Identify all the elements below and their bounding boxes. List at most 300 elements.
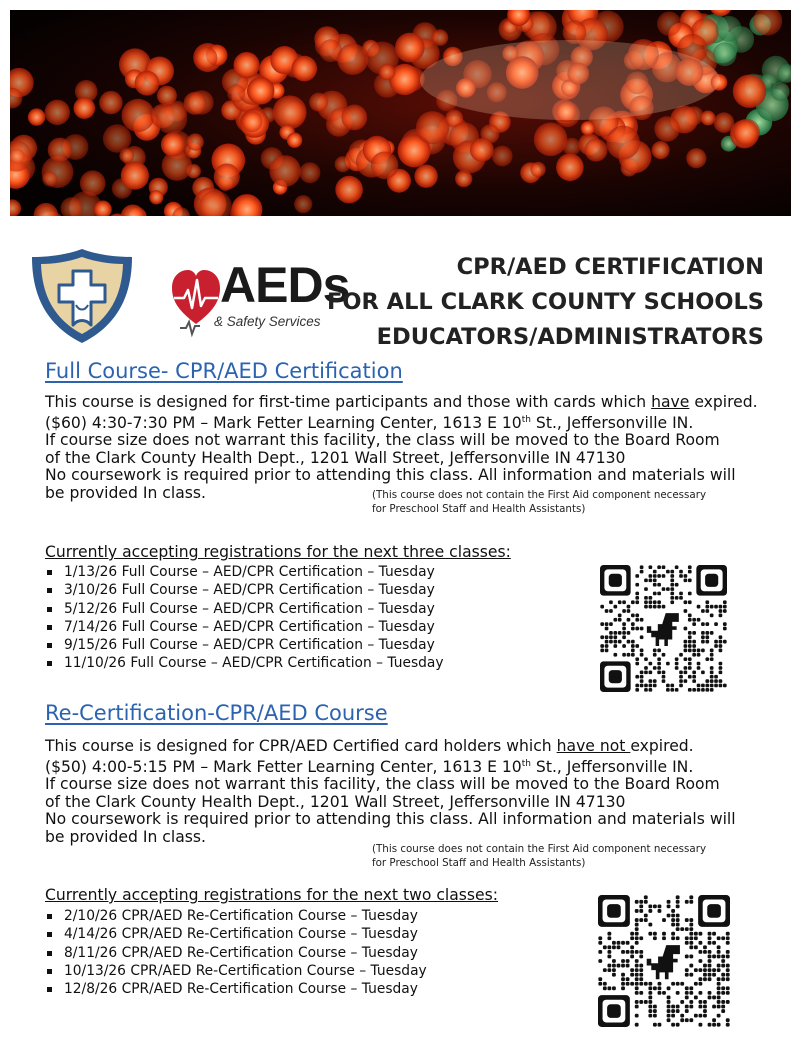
qr-module xyxy=(708,959,712,963)
qr-module xyxy=(635,950,639,954)
description-line xyxy=(45,412,785,433)
qr-module xyxy=(692,618,696,622)
qr-module xyxy=(662,936,666,940)
qr-module xyxy=(689,955,693,959)
qr-module xyxy=(658,909,662,913)
qr-module xyxy=(666,684,670,688)
qr-module xyxy=(694,982,698,986)
qr-module xyxy=(622,635,626,639)
qr-module xyxy=(685,927,689,931)
qr-module xyxy=(676,1009,680,1013)
qr-module xyxy=(719,605,723,609)
qr-module xyxy=(667,1014,671,1018)
qr-module xyxy=(612,973,616,977)
qr-module xyxy=(607,968,611,972)
bokeh-dot xyxy=(652,141,670,159)
description-text: ($50) 4:00-5:15 PM – Mark Fetter Learning Center, 1613 E 10 xyxy=(45,757,522,776)
qr-module xyxy=(712,1005,716,1009)
qr-module xyxy=(640,653,644,657)
qr-module xyxy=(675,666,679,670)
qr-module xyxy=(723,684,727,688)
qr-module xyxy=(692,640,696,644)
title-line: CPR/AED CERTIFICATION xyxy=(456,254,764,280)
qr-module xyxy=(721,964,725,968)
qr-module xyxy=(639,982,643,986)
qr-module xyxy=(721,1005,725,1009)
qr-module xyxy=(627,618,631,622)
qr-module xyxy=(640,649,644,653)
qr-module xyxy=(721,1009,725,1013)
qr-module xyxy=(653,600,657,604)
qr-module xyxy=(710,679,714,683)
qr-module xyxy=(653,653,657,657)
qr-module xyxy=(639,900,643,904)
qr-module xyxy=(653,605,657,609)
qr-module xyxy=(635,909,639,913)
qr-module xyxy=(644,895,648,899)
recert-course-class-list xyxy=(45,907,427,998)
qr-module xyxy=(679,675,683,679)
qr-module xyxy=(688,635,692,639)
qr-module xyxy=(676,895,680,899)
bokeh-dot xyxy=(122,99,155,132)
qr-finder-square xyxy=(607,904,621,918)
qr-module xyxy=(609,631,613,635)
qr-module xyxy=(717,964,721,968)
qr-module xyxy=(662,932,666,936)
qr-module xyxy=(671,1023,675,1027)
qr-module xyxy=(635,592,639,596)
qr-module xyxy=(671,936,675,940)
qr-module xyxy=(676,1023,680,1027)
description-text: ($60) 4:30-7:30 PM – Mark Fetter Learning Center, 1613 E 10 xyxy=(45,413,522,432)
qr-module xyxy=(600,649,604,653)
bokeh-dot xyxy=(119,148,134,163)
qr-module xyxy=(717,1000,721,1004)
qr-module xyxy=(621,964,625,968)
qr-module xyxy=(671,914,675,918)
bokeh-dot xyxy=(309,93,328,112)
qr-module xyxy=(705,640,709,644)
qr-module xyxy=(639,918,643,922)
qr-module xyxy=(622,600,626,604)
qr-module xyxy=(688,592,692,596)
qr-module xyxy=(635,614,639,618)
qr-module xyxy=(684,666,688,670)
description-line xyxy=(45,394,785,412)
qr-module xyxy=(714,684,718,688)
qr-module xyxy=(703,1014,707,1018)
qr-module xyxy=(626,941,630,945)
qr-module xyxy=(699,1000,703,1004)
qr-module xyxy=(719,670,723,674)
qr-module xyxy=(694,936,698,940)
recert-course-qr-code[interactable] xyxy=(598,895,730,1027)
qr-module xyxy=(699,950,703,954)
qr-module xyxy=(644,670,648,674)
qr-module xyxy=(662,679,666,683)
qr-module xyxy=(657,592,661,596)
qr-module xyxy=(703,950,707,954)
qr-module xyxy=(705,684,709,688)
qr-module xyxy=(701,622,705,626)
bokeh-dot xyxy=(299,162,320,183)
qr-module xyxy=(685,900,689,904)
qr-module xyxy=(670,574,674,578)
qr-module xyxy=(712,932,716,936)
qr-module xyxy=(670,578,674,582)
qr-module xyxy=(653,574,657,578)
qr-module xyxy=(688,614,692,618)
qr-module xyxy=(635,991,639,995)
qr-module xyxy=(639,936,643,940)
qr-module xyxy=(653,1014,657,1018)
full-course-qr-code[interactable] xyxy=(600,565,727,692)
bokeh-dot xyxy=(654,116,680,142)
bokeh-dot xyxy=(80,170,106,196)
qr-module xyxy=(726,932,730,936)
qr-module xyxy=(600,622,604,626)
qr-module xyxy=(657,657,661,661)
qr-module xyxy=(607,936,611,940)
bokeh-dot xyxy=(335,156,351,172)
shield-cross-logo xyxy=(26,245,138,345)
bokeh-lights-icon xyxy=(10,10,791,216)
qr-module xyxy=(670,583,674,587)
qr-module xyxy=(689,945,693,949)
qr-module xyxy=(692,688,696,692)
qr-module xyxy=(609,600,613,604)
qr-module xyxy=(717,968,721,972)
bokeh-dot xyxy=(156,103,188,135)
bokeh-dot xyxy=(416,111,449,144)
qr-module xyxy=(657,670,661,674)
qr-module xyxy=(657,583,661,587)
qr-module xyxy=(714,679,718,683)
qr-module xyxy=(712,941,716,945)
qr-module xyxy=(705,600,709,604)
qr-module xyxy=(684,627,688,631)
qr-module xyxy=(689,932,693,936)
qr-module xyxy=(719,649,723,653)
list-item: 8/11/26 CPR/AED Re-Certification Course – Tuesday xyxy=(45,944,427,962)
qr-module xyxy=(667,914,671,918)
qr-module xyxy=(689,964,693,968)
qr-module xyxy=(635,1005,639,1009)
qr-module xyxy=(630,982,634,986)
qr-module xyxy=(644,900,648,904)
qr-module xyxy=(635,968,639,972)
qr-module xyxy=(676,936,680,940)
qr-module xyxy=(627,631,631,635)
bokeh-dot xyxy=(341,105,367,131)
qr-module xyxy=(658,982,662,986)
qr-module xyxy=(708,936,712,940)
qr-module xyxy=(618,614,622,618)
qr-module xyxy=(712,968,716,972)
qr-module xyxy=(621,977,625,981)
qr-module xyxy=(621,959,625,963)
qr-module xyxy=(671,1005,675,1009)
qr-module xyxy=(723,600,727,604)
qr-module xyxy=(598,982,602,986)
qr-module xyxy=(662,605,666,609)
bokeh-dot xyxy=(149,190,163,204)
qr-module xyxy=(670,592,674,596)
qr-module xyxy=(653,578,657,582)
qr-module xyxy=(689,941,693,945)
qr-module xyxy=(710,605,714,609)
qr-module xyxy=(627,640,631,644)
description-line: If course size does not warrant this facility, the class will be moved to the Board Room xyxy=(45,775,720,794)
qr-module xyxy=(671,982,675,986)
bokeh-dot xyxy=(214,164,240,190)
qr-module xyxy=(705,688,709,692)
qr-module xyxy=(726,973,730,977)
qr-module xyxy=(692,649,696,653)
qr-module xyxy=(635,941,639,945)
qr-module xyxy=(697,662,701,666)
qr-module xyxy=(631,653,635,657)
qr-module xyxy=(675,657,679,661)
qr-module xyxy=(710,653,714,657)
bokeh-dot xyxy=(287,133,302,148)
full-course-note xyxy=(372,488,706,516)
qr-module xyxy=(685,936,689,940)
qr-module xyxy=(684,679,688,683)
qr-module xyxy=(719,609,723,613)
qr-module xyxy=(662,574,666,578)
qr-module xyxy=(657,605,661,609)
qr-module xyxy=(719,635,723,639)
qr-module xyxy=(644,684,648,688)
qr-module xyxy=(635,959,639,963)
qr-module xyxy=(676,1005,680,1009)
bokeh-dot xyxy=(337,44,368,75)
qr-module xyxy=(717,996,721,1000)
list-item: 9/15/26 Full Course – AED/CPR Certification – Tuesday xyxy=(45,636,444,654)
qr-module xyxy=(617,945,621,949)
qr-module xyxy=(689,991,693,995)
qr-module xyxy=(621,982,625,986)
bokeh-dot xyxy=(606,126,640,160)
qr-module xyxy=(653,679,657,683)
qr-module xyxy=(635,923,639,927)
qr-finder-square xyxy=(609,670,622,683)
qr-module xyxy=(649,684,653,688)
qr-module xyxy=(723,640,727,644)
qr-module xyxy=(635,982,639,986)
qr-module xyxy=(630,936,634,940)
qr-module xyxy=(635,1000,639,1004)
qr-module xyxy=(697,684,701,688)
qr-module xyxy=(640,635,644,639)
qr-module xyxy=(699,932,703,936)
bokeh-glow xyxy=(420,40,720,120)
qr-module xyxy=(653,932,657,936)
qr-module xyxy=(680,927,684,931)
qr-module xyxy=(689,986,693,990)
qr-module xyxy=(689,918,693,922)
list-item: 2/10/26 CPR/AED Re-Certification Course – Tuesday xyxy=(45,907,427,925)
qr-module xyxy=(605,622,609,626)
list-item: 11/10/26 Full Course – AED/CPR Certification – Tuesday xyxy=(45,654,444,672)
qr-module xyxy=(613,640,617,644)
qr-module xyxy=(685,941,689,945)
bokeh-dot xyxy=(161,133,185,157)
qr-module xyxy=(644,918,648,922)
qr-module xyxy=(658,1023,662,1027)
qr-module xyxy=(708,991,712,995)
bokeh-dot xyxy=(379,64,395,80)
qr-module xyxy=(726,1000,730,1004)
qr-module xyxy=(679,574,683,578)
qr-module xyxy=(662,565,666,569)
qr-module xyxy=(689,900,693,904)
bokeh-dot xyxy=(492,146,513,167)
qr-module xyxy=(701,640,705,644)
qr-module xyxy=(644,1000,648,1004)
qr-module xyxy=(653,583,657,587)
qr-module xyxy=(689,1000,693,1004)
qr-module xyxy=(649,605,653,609)
qr-module xyxy=(671,1014,675,1018)
qr-module xyxy=(708,996,712,1000)
qr-module xyxy=(635,973,639,977)
title-line: EDUCATORS/ADMINISTRATORS xyxy=(376,324,764,350)
qr-module xyxy=(685,1009,689,1013)
qr-module xyxy=(684,574,688,578)
qr-module xyxy=(631,614,635,618)
qr-module xyxy=(671,1009,675,1013)
bokeh-dot xyxy=(187,133,204,150)
qr-module xyxy=(670,684,674,688)
qr-module xyxy=(622,653,626,657)
qr-module xyxy=(697,688,701,692)
qr-module xyxy=(701,684,705,688)
bokeh-dot xyxy=(701,111,716,126)
qr-module xyxy=(603,982,607,986)
qr-module xyxy=(618,631,622,635)
description-line: be provided In class. xyxy=(45,827,206,846)
qr-module xyxy=(717,936,721,940)
qr-module xyxy=(612,964,616,968)
bokeh-dot xyxy=(716,16,742,42)
qr-module xyxy=(685,973,689,977)
qr-module xyxy=(723,609,727,613)
qr-module xyxy=(649,679,653,683)
qr-module xyxy=(639,973,643,977)
qr-module xyxy=(670,596,674,600)
qr-module xyxy=(613,644,617,648)
qr-module xyxy=(685,918,689,922)
bokeh-dot xyxy=(234,52,260,78)
note-line: for Preschool Staff and Health Assistants) xyxy=(372,503,586,515)
qr-module xyxy=(631,627,635,631)
qr-module xyxy=(721,977,725,981)
qr-module xyxy=(676,914,680,918)
qr-module xyxy=(649,662,653,666)
qr-module xyxy=(657,649,661,653)
qr-module xyxy=(613,653,617,657)
qr-module xyxy=(613,605,617,609)
qr-module xyxy=(708,977,712,981)
ordinal-suffix: th xyxy=(521,414,531,425)
qr-module xyxy=(721,959,725,963)
qr-module xyxy=(627,609,631,613)
qr-module xyxy=(676,900,680,904)
qr-module xyxy=(726,1018,730,1022)
qr-module xyxy=(605,644,609,648)
qr-module xyxy=(622,609,626,613)
qr-module xyxy=(621,973,625,977)
qr-module xyxy=(648,923,652,927)
qr-module xyxy=(662,991,666,995)
qr-module xyxy=(670,570,674,574)
qr-module xyxy=(618,618,622,622)
qr-module xyxy=(685,986,689,990)
qr-module xyxy=(671,918,675,922)
list-item: 5/12/26 Full Course – AED/CPR Certification – Tuesday xyxy=(45,600,444,618)
qr-module xyxy=(688,600,692,604)
qr-module xyxy=(694,932,698,936)
qr-module xyxy=(703,964,707,968)
qr-module xyxy=(726,950,730,954)
description-text: St., Jeffersonville IN. xyxy=(530,413,694,432)
qr-module xyxy=(667,996,671,1000)
description-line: No coursework is required prior to attending this class. All information and materials will xyxy=(45,810,736,829)
bokeh-dot xyxy=(294,195,312,213)
qr-module xyxy=(685,955,689,959)
qr-module xyxy=(657,666,661,670)
qr-module xyxy=(684,578,688,582)
qr-module xyxy=(676,982,680,986)
qr-module xyxy=(598,959,602,963)
qr-module xyxy=(635,600,639,604)
full-course-list-heading: Currently accepting registrations for the next three classes: xyxy=(45,543,511,561)
qr-module xyxy=(649,600,653,604)
qr-module xyxy=(692,631,696,635)
qr-module xyxy=(721,986,725,990)
qr-module xyxy=(714,622,718,626)
qr-module xyxy=(684,640,688,644)
qr-module xyxy=(676,923,680,927)
qr-module xyxy=(662,675,666,679)
qr-module xyxy=(622,622,626,626)
qr-module xyxy=(703,977,707,981)
qr-module xyxy=(613,631,617,635)
bokeh-dot xyxy=(713,42,737,66)
ordinal-suffix: th xyxy=(521,758,531,769)
qr-module xyxy=(617,941,621,945)
qr-module xyxy=(712,996,716,1000)
qr-module xyxy=(631,644,635,648)
description-line: of the Clark County Health Dept., 1201 Wall Street, Jeffersonville IN 47130 xyxy=(45,792,626,811)
qr-module xyxy=(710,666,714,670)
qr-module xyxy=(719,614,723,618)
qr-module xyxy=(600,605,604,609)
qr-module xyxy=(622,644,626,648)
full-course-heading: Full Course- CPR/AED Certification xyxy=(45,359,403,383)
qr-module xyxy=(708,1023,712,1027)
bokeh-dot xyxy=(247,77,274,104)
qr-module xyxy=(648,991,652,995)
qr-module xyxy=(626,982,630,986)
aeds-logo-tagline: & Safety Services xyxy=(214,314,321,329)
qr-module xyxy=(688,618,692,622)
qr-module xyxy=(640,627,644,631)
qr-module xyxy=(621,950,625,954)
